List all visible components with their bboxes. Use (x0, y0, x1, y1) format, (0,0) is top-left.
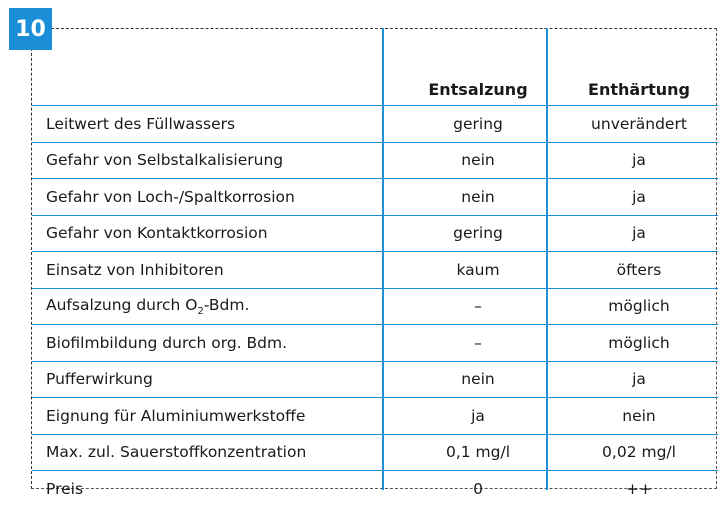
row-label-text: Einsatz von Inhibitoren (46, 260, 224, 279)
cell-entsalzung: nein (396, 361, 560, 398)
row-label-text: Preis (46, 479, 84, 498)
table-row (32, 398, 718, 435)
cell-enthaertung: ja (560, 142, 718, 179)
row-label (32, 106, 396, 143)
header-enthaertung: Enthärtung (588, 80, 690, 99)
cell-enthaertung: möglich (560, 288, 718, 325)
row-label-text: Leitwert des Füllwassers (46, 114, 236, 133)
row-label (32, 215, 396, 252)
table-row (32, 325, 718, 362)
cell-enthaertung: öfters (560, 252, 718, 289)
row-label (32, 398, 396, 435)
table-row (32, 106, 718, 143)
cell-enthaertung: möglich (560, 325, 718, 362)
table-row (32, 179, 718, 216)
cell-entsalzung: – (396, 325, 560, 362)
cell-entsalzung: gering (396, 106, 560, 143)
row-label-text: Aufsalzung durch O (46, 295, 198, 314)
row-label (32, 361, 396, 398)
row-label (32, 471, 396, 507)
subscript: 2 (197, 305, 204, 317)
table-row (32, 471, 718, 507)
table-row (32, 252, 718, 289)
cell-entsalzung: – (396, 288, 560, 325)
cell-entsalzung: nein (396, 179, 560, 216)
table-row (32, 215, 718, 252)
table-row (32, 361, 718, 398)
row-label-text: Eignung für Aluminiumwerkstoffe (46, 406, 306, 425)
header-entsalzung: Entsalzung (428, 80, 528, 99)
row-label (32, 288, 396, 325)
cell-enthaertung: ja (560, 361, 718, 398)
cell-entsalzung: nein (396, 142, 560, 179)
cell-entsalzung: ja (396, 398, 560, 435)
table-row (32, 434, 718, 471)
table-row (32, 288, 718, 325)
cell-enthaertung: ja (560, 215, 718, 252)
cell-enthaertung: ja (560, 179, 718, 216)
row-label-text: Gefahr von Kontaktkorrosion (46, 224, 268, 243)
row-label (32, 142, 396, 179)
cell-entsalzung: 0 (396, 471, 560, 507)
row-label (32, 434, 396, 471)
header-row (32, 28, 718, 106)
row-label-text: Gefahr von Selbstalkalisierung (46, 151, 284, 170)
row-label-text: Gefahr von Loch-/Spaltkorrosion (46, 187, 295, 206)
cell-entsalzung: kaum (396, 252, 560, 289)
row-label (32, 179, 396, 216)
row-label (32, 252, 396, 289)
cell-entsalzung: 0,1 mg/l (396, 434, 560, 471)
cell-entsalzung: gering (396, 215, 560, 252)
cell-enthaertung: nein (560, 398, 718, 435)
row-label-text: Pufferwirkung (46, 370, 153, 389)
row-label-text: Biofilmbildung durch org. Bdm. (46, 333, 288, 352)
header-empty (32, 28, 396, 106)
row-label-suffix: -Bdm. (203, 295, 250, 314)
cell-enthaertung: 0,02 mg/l (560, 434, 718, 471)
row-label-text: Max. zul. Sauerstoffkonzentration (46, 443, 307, 462)
figure-number-badge: 10 (9, 8, 52, 50)
row-label (32, 325, 396, 362)
cell-enthaertung: ++ (560, 471, 718, 507)
comparison-table (32, 28, 718, 507)
cell-enthaertung: unverändert (560, 106, 718, 143)
table-row (32, 142, 718, 179)
